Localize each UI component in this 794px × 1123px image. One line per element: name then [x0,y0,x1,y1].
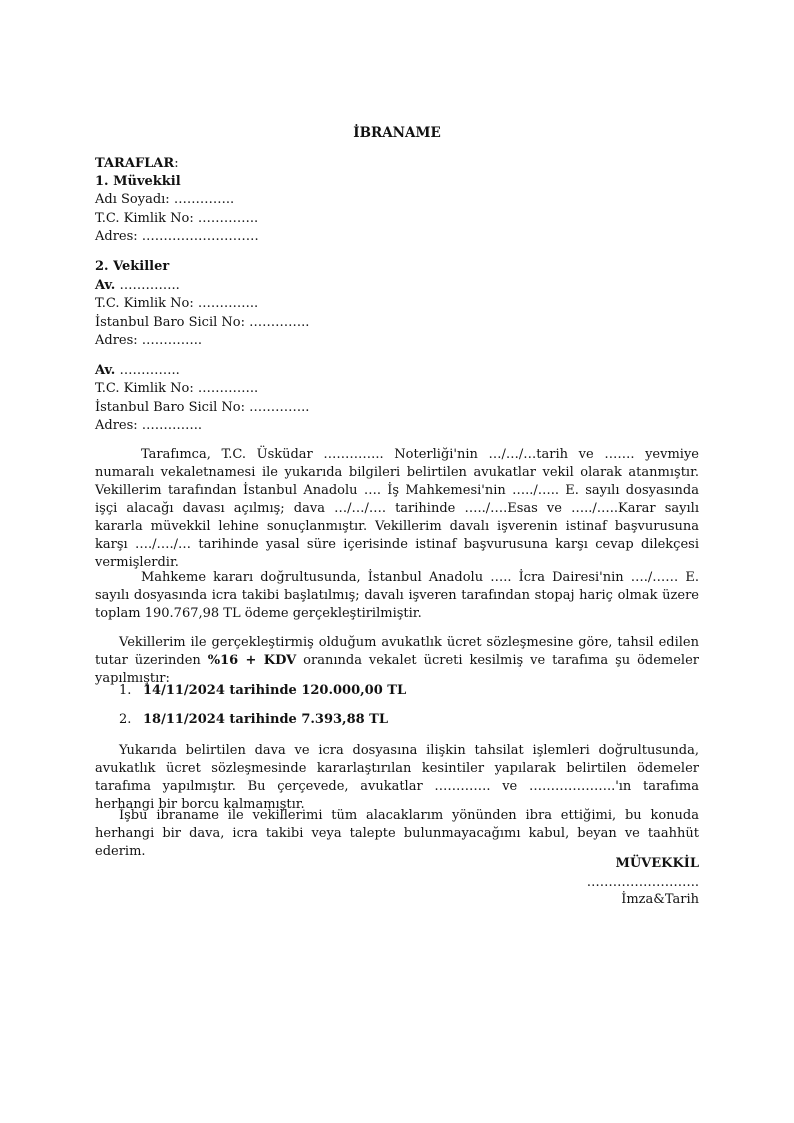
document-title: İBRANAME [353,125,441,141]
lawyer2-av-line: Av. ………….. [95,363,180,378]
lawyer1-av-line: Av. ………….. [95,278,180,293]
parties-heading: TARAFLAR: [95,156,179,171]
client-address-line: Adres: ……………………… [95,229,259,244]
payment-item: 2. 18/11/2024 tarihinde 7.393,88 TL [119,712,388,727]
paragraph-fee-agreement: Vekillerim ile gerçekleştirmiş olduğum avukatlık ücret sözleşmesine göre, tahsil edilen tutar üzerinden %16 + KDV oranında vekalet ücreti kesilmiş ve tarafıma şu ödemeler yapılmıştır: [95,635,699,686]
lawyer1-address-line: Adres: ………….. [95,333,203,348]
lawyer2-id-line: T.C. Kimlik No: ………….. [95,381,259,396]
lawyer1-id-line: T.C. Kimlik No: ………….. [95,296,259,311]
lawyer1-bar-line: İstanbul Baro Sicil No: ………….. [95,315,310,330]
paragraph-release: İşbu ibraname ile vekillerimi tüm alacaklarım yönünden ibra ettiğimi, bu konuda herhangi bir dava, icra takibi veya talepte bulunmayacağımı kabul, beyan ve taahhüt ederim. [95,808,699,859]
paragraph-power-of-attorney: Tarafımca, T.C. Üsküdar ………….. Noterliği'nin …/…/…tarih ve ……. yevmiye numaralı vekaletnamesi ile yukarıda bilgileri belirtilen avukatlar vekil olarak atanmıştır. Vekillerim tarafından İstanbul Anadolu …. İş Mahkemesi'nin …../….. E. sayılı dosyasında işçi alacağı davası açılmış; dava …/…/…. tarihinde …../….Esas ve …../…..Karar sayılı kararla müvekkil lehine sonuçlanmıştır. Vekillerim davalı işverenin istinaf başvurusuna karşı …./…./… tarihinde yasal süre içerisinde istinaf başvurusuna karşı cevap dilekçesi vermişlerdir. [95,447,699,570]
payment-item: 1. 14/11/2024 tarihinde 120.000,00 TL [119,683,407,698]
signature-line: …………………….. [586,875,699,890]
lawyer2-bar-line: İstanbul Baro Sicil No: ………….. [95,400,310,415]
signature-caption: İmza&Tarih [621,892,699,907]
paragraph-settlement: Yukarıda belirtilen dava ve icra dosyasına ilişkin tahsilat işlemleri doğrultusunda, avukatlık ücret sözleşmesinde kararlaştırılan kesintiler yapılarak belirtilen ödemeler tarafıma yapılmıştır. Bu çerçevede, avukatlar …………. ve ………………..'ın tarafıma herhangi bir borcu kalmamıştır. [95,743,699,812]
paragraph-enforcement: Mahkeme kararı doğrultusunda, İstanbul Anadolu ….. İcra Dairesi'nin …./…… E. sayılı dosyasında icra takibi başlatılmış; davalı işveren tarafından stopaj hariç olmak üzere toplam 190.767,98 TL ödeme gerçekleştirilmiştir. [95,570,699,621]
lawyer2-address-line: Adres: ………….. [95,418,203,433]
client-heading: 1. Müvekkil [95,174,181,189]
client-id-line: T.C. Kimlik No: ………….. [95,211,259,226]
lawyers-heading: 2. Vekiller [95,259,170,274]
client-name-line: Adı Soyadı: ………….. [95,192,235,207]
signature-label: MÜVEKKİL [615,856,699,871]
